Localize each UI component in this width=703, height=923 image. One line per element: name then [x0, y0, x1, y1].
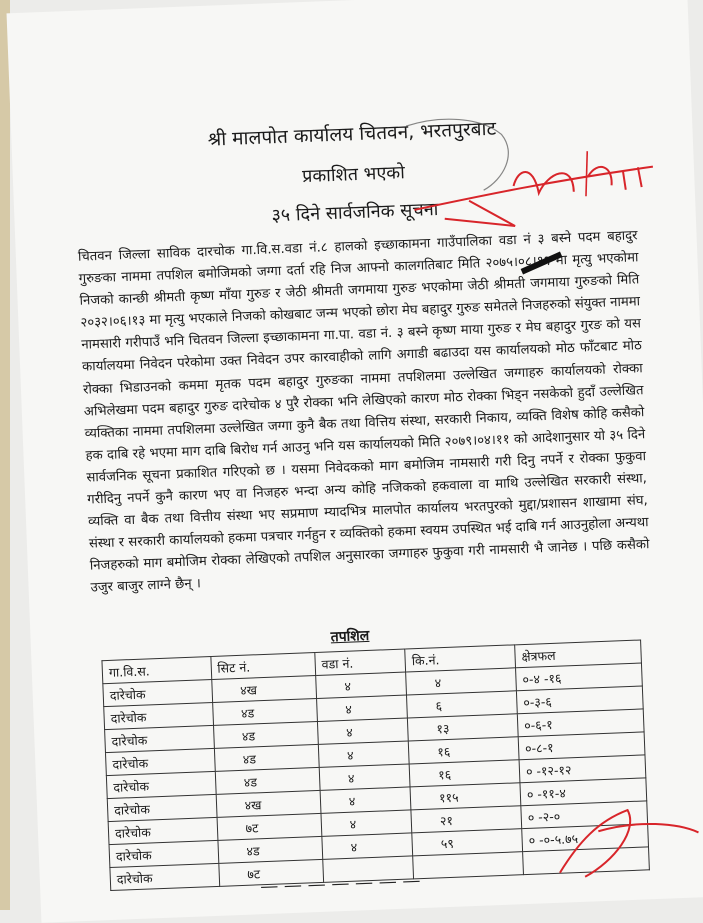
- table-cell: ० -१२-१२: [519, 755, 646, 783]
- table-cell: ४ड: [217, 836, 322, 863]
- table-cell: दारेचोक: [103, 680, 212, 707]
- table-cell: ४ड: [213, 721, 318, 748]
- table-cell: [413, 852, 524, 879]
- table-cell: ४: [406, 668, 517, 695]
- table-cell: ० -०-५.७५: [522, 824, 649, 852]
- table-cell: ५९: [412, 829, 523, 856]
- table-cell: ४: [316, 695, 407, 721]
- published-subtitle: प्रकाशित भएको: [301, 162, 406, 188]
- table-cell: ४ड: [215, 767, 320, 794]
- table-cell: ४: [321, 810, 412, 836]
- table-cell: दारेचोक: [104, 702, 213, 729]
- table-cell: दारेचोक: [106, 771, 215, 798]
- notice-title: ३५ दिने सार्वजनिक सूचना: [271, 198, 439, 227]
- table-cell: १३: [407, 714, 518, 741]
- table-cell: ४ड: [212, 698, 317, 725]
- column-header: वडा नं.: [315, 649, 406, 675]
- column-header: सिट नं.: [210, 653, 315, 680]
- table-cell: दारेचोक: [109, 840, 218, 867]
- land-schedule-table: [101, 639, 649, 891]
- document-page: [7, 0, 703, 923]
- table-cell: ० -२-०: [521, 801, 648, 829]
- table-cell: ४: [322, 833, 413, 859]
- table-cell: ४: [318, 741, 409, 767]
- paper-edge-strip: [0, 0, 10, 910]
- table-cell: ४: [317, 718, 408, 744]
- table-cell: ११५: [410, 783, 521, 810]
- schedule-heading: तपशिल: [330, 627, 370, 646]
- table-cell: ४: [320, 787, 411, 813]
- table-cell: ०-३-६: [516, 686, 643, 714]
- table-cell: [523, 847, 650, 875]
- table-cell: २१: [411, 806, 522, 833]
- table-cell: दारेचोक: [105, 748, 214, 775]
- table-cell: ०-४ -१६: [516, 663, 643, 691]
- table-cell: दारेचोक: [107, 794, 216, 821]
- office-title: श्री मालपोत कार्यालय चितवन, भरतपुरबाट: [207, 117, 497, 151]
- table-cell: ४ख: [216, 790, 321, 817]
- table-cell: ० -११-४: [520, 778, 647, 806]
- table-cell: ४ख: [211, 675, 316, 702]
- table-cell: दारेचोक: [108, 817, 217, 844]
- table-cell: १६: [408, 737, 519, 764]
- table-cell: ०-८-१: [518, 732, 645, 760]
- table-cell: ७ट: [218, 859, 323, 886]
- table-cell: १६: [409, 760, 520, 787]
- table-cell: ४ड: [214, 744, 319, 771]
- column-header: क्षेत्रफल: [515, 640, 642, 668]
- notice-body: चितवन जिल्ला साविक दारचोक गा.वि.स.वडा नं.८ हालको इच्छाकामना गाउँपालिका वडा नं ३ बस्ने पदम बहादुर गुरुङका नाममा तपशिल बमोजिमको जग्गा दर्ता रहि निज आफ्नो कालगतिबाट मिति २०७५।०८।१९ मा मृत्यु भएकोमा निजको कान्छी श्रीमती कृष्ण माँया गुरुङ र जेठी श्रीमती जगमाया गुरुङ भएकोमा जेठी श्रीमती जगमाया गुरुङको मिति २०३२।०६।१३ मा मृत्यु भएकाले निजको कोखबाट जन्म भएको छोरा मेघ बहादुर गुरुङ समेतले निजहरुको संयुक्त नाममा नामसारी गरीपाउँ भनि चितवन जिल्ला इच्छाकामना गा.पा. वडा नं. ३ बस्ने कृष्ण माया गुरुङ र मेघ बहादुर गुरङ को यस कार्यालयमा निवेदन परेकोमा उक्त निवेदन उपर कारवाहीको लागि अगाडी बढाउदा यस कार्यालयको मोठ फाँटबाट मोठ रोक्का भिडाउनको कममा मृतक पदम बहादुर गुरुङका नाममा तपशिलमा उल्लेखित जग्गाहरु कार्यालयको रोक्का अभिलेखमा पदम बहादुर गुरुङ दारेचोक ४ पुरै रोक्का भनि लेखिएको कारण मोठ रोक्का भिड्न नसकेको हुदाँ उल्लेखित व्यक्तिका नाममा तपशिलमा उल्लेखित जग्गा कुनै बैक तथा वित्तिय संस्था, सरकारी निकाय, व्यक्ति विशेष कोहि कसैको हक दाबि रहे भएमा माग दाबि बिरोध गर्न आउनु भनि यस कार्यालयको मिति २०७९।०४।११ को आदेशानुसार यो ३५ दिने सार्वजनिक सूचना प्रकाशित गरिएको छ । यसमा निवेदकको माग बमोजिम नामसारी गरी दिनु नपर्ने र रोक्का फुकुवा गरीदिनु नपर्ने कुनै कारण भए वा निजहरु भन्दा अन्य कोहि नजिकको हकवाला वा माथि उल्लेखित सरकारी संस्था, व्यक्ति वा बैक तथा वित्तीय संस्था भए सप्रमाण म्यादभित्र मालपोत कार्यालय भरतपुरको मुद्दा/प्रशासन शाखामा संघ, संस्था र सरकारी कार्यालयको हकमा पत्रचार गर्नहुन र व्यक्तिको हकमा स्वयम उपस्थित भई दाबि गर्न आउनुहोला अन्यथा निजहरुको माग बमोजिम रोक्का लेखिएको तपशिल अनुसारका जग्गाहरु फुकुवा गरी नामसारी भै जानेछ । पछि कसैको उजुर बाजुर लाग्ने छैन् ।: [77, 228, 650, 596]
- column-header: गा.वि.स.: [102, 657, 211, 684]
- table-cell: दारेचोक: [105, 725, 214, 752]
- column-header: कि.नं.: [405, 645, 516, 672]
- table-cell: ७ट: [217, 813, 322, 840]
- handwritten-note: — — — — — — —: [259, 870, 421, 898]
- table-cell: ४: [316, 672, 407, 698]
- table-cell: ०-६-१: [517, 709, 644, 737]
- table-cell: दारेचोक: [110, 863, 219, 890]
- table-cell: ६: [407, 691, 518, 718]
- table-cell: ४: [319, 764, 410, 790]
